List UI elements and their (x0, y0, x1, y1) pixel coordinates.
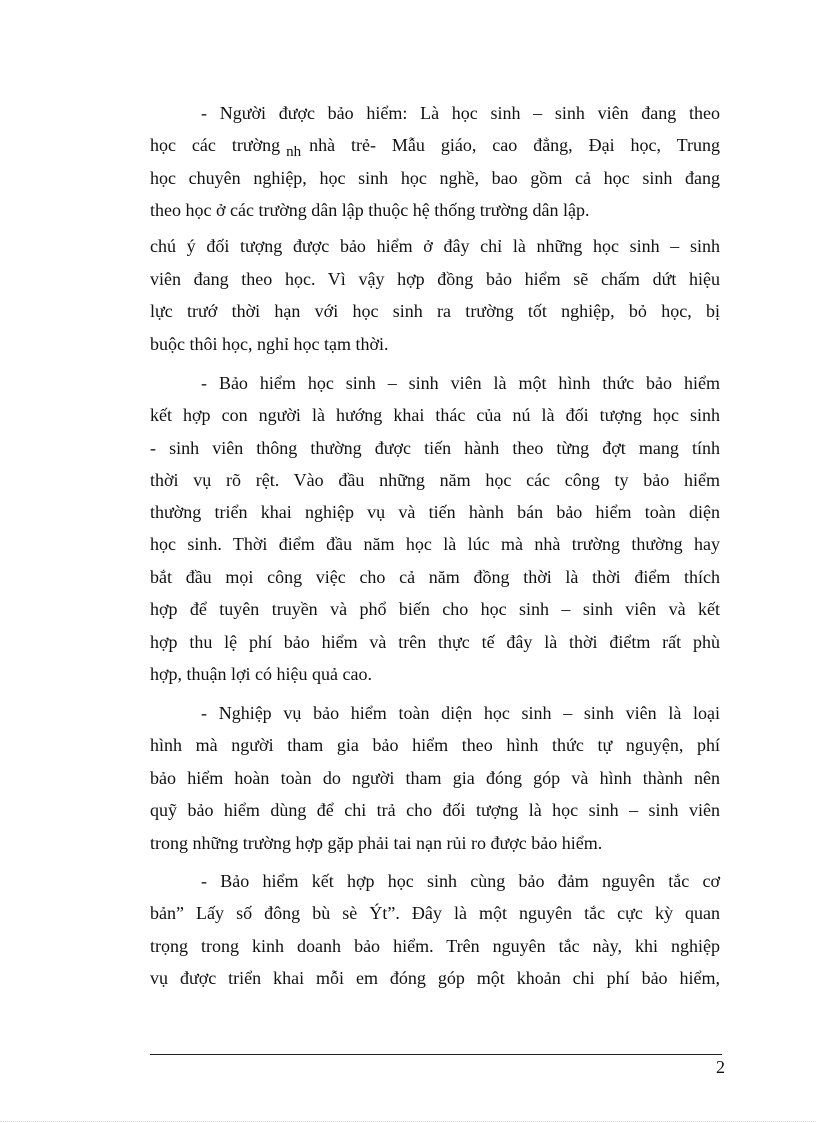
para1-line3: học chuyên nghiệp, học sinh học nghề, bao gồm cả học sinh đang (150, 168, 720, 188)
para4-line1: - Nghiệp vụ bảo hiểm toàn diện học sinh – sinh viên là loại (201, 703, 720, 723)
para2-line3: lực trướ thời hạn với học sinh ra trường tốt nghiệp, bỏ học, bị (150, 301, 720, 321)
para5-line2: bản” Lấy số đông bù sè Ýt”. Đây là một nguyên tắc cực kỳ quan (150, 903, 720, 923)
para4-line3: bảo hiểm hoàn toàn do người tham gia đóng góp và hình thành nên (150, 768, 720, 788)
para1-line2 (150, 134, 720, 158)
para3-line3: - sinh viên thông thường được tiến hành theo từng đợt mang tính (150, 438, 720, 458)
para3-line8: hợp để tuyên truyền và phổ biến cho học sinh – sinh viên và kết (150, 599, 720, 619)
footer-rule (150, 1054, 722, 1055)
para1-subscript: nh (286, 144, 302, 160)
para2-line2: viên đang theo học. Vì vậy hợp đồng bảo hiểm sẽ chấm dứt hiệu (150, 269, 720, 289)
para3-line5: thường triển khai nghiệp vụ và tiến hành bán bảo hiểm toàn diện (150, 502, 720, 522)
para3-line10: hợp, thuận lợi có hiệu quả cao. (150, 664, 372, 684)
para1-line2-start: học các trường (150, 135, 281, 155)
para3-line7: bắt đầu mọi công việc cho cả năm đồng thời là thời điểm thích (150, 567, 720, 587)
para3-line6: học sinh. Thời điểm đầu năm học là lúc mà nhà trường thường hay (150, 534, 720, 554)
para1-line4: theo học ở các trường dân lập thuộc hệ thống trường dân lập. (150, 200, 590, 220)
page-edge-divider (0, 1121, 816, 1122)
para5-line1: - Bảo hiểm kết hợp học sinh cùng bảo đảm nguyên tắc cơ (201, 871, 720, 891)
page-number: 2 (716, 1057, 725, 1077)
para1-line2-end: nhà trẻ- Mẫu giáo, cao đẳng, Đại học, Trung (309, 135, 720, 155)
para1-line1: - Người được bảo hiểm: Là học sinh – sinh viên đang theo (201, 103, 720, 123)
para3-line4: thời vụ rõ rệt. Vào đầu những năm học các công ty bảo hiểm (150, 470, 720, 490)
para4-line4: quỹ bảo hiểm dùng để chi trả cho đối tượng là học sinh – sinh viên (150, 800, 720, 820)
para2-line1: chú ý đối tượng được bảo hiểm ở đây chỉ là những học sinh – sinh (150, 236, 720, 256)
para3-line2: kết hợp con người là hướng khai thác của nú là đối tượng học sinh (150, 405, 720, 425)
para3-line9: hợp thu lệ phí bảo hiểm và trên thực tế đây là thời điểtm rất phù (150, 632, 720, 652)
para2-line4: buộc thôi học, nghỉ học tạm thời. (150, 334, 389, 354)
para5-line3: trọng trong kinh doanh bảo hiểm. Trên nguyên tắc này, khi nghiệp (150, 936, 720, 956)
para4-line2: hình mà người tham gia bảo hiểm theo hình thức tự nguyện, phí (150, 735, 720, 755)
para5-line4: vụ được triển khai mỗi em đóng góp một khoản chi phí bảo hiểm, (150, 968, 720, 988)
para3-line1: - Bảo hiểm học sinh – sinh viên là một hình thức bảo hiểm (201, 373, 720, 393)
para4-line5: trong những trường hợp gặp phải tai nạn rủi ro được bảo hiểm. (150, 833, 603, 853)
